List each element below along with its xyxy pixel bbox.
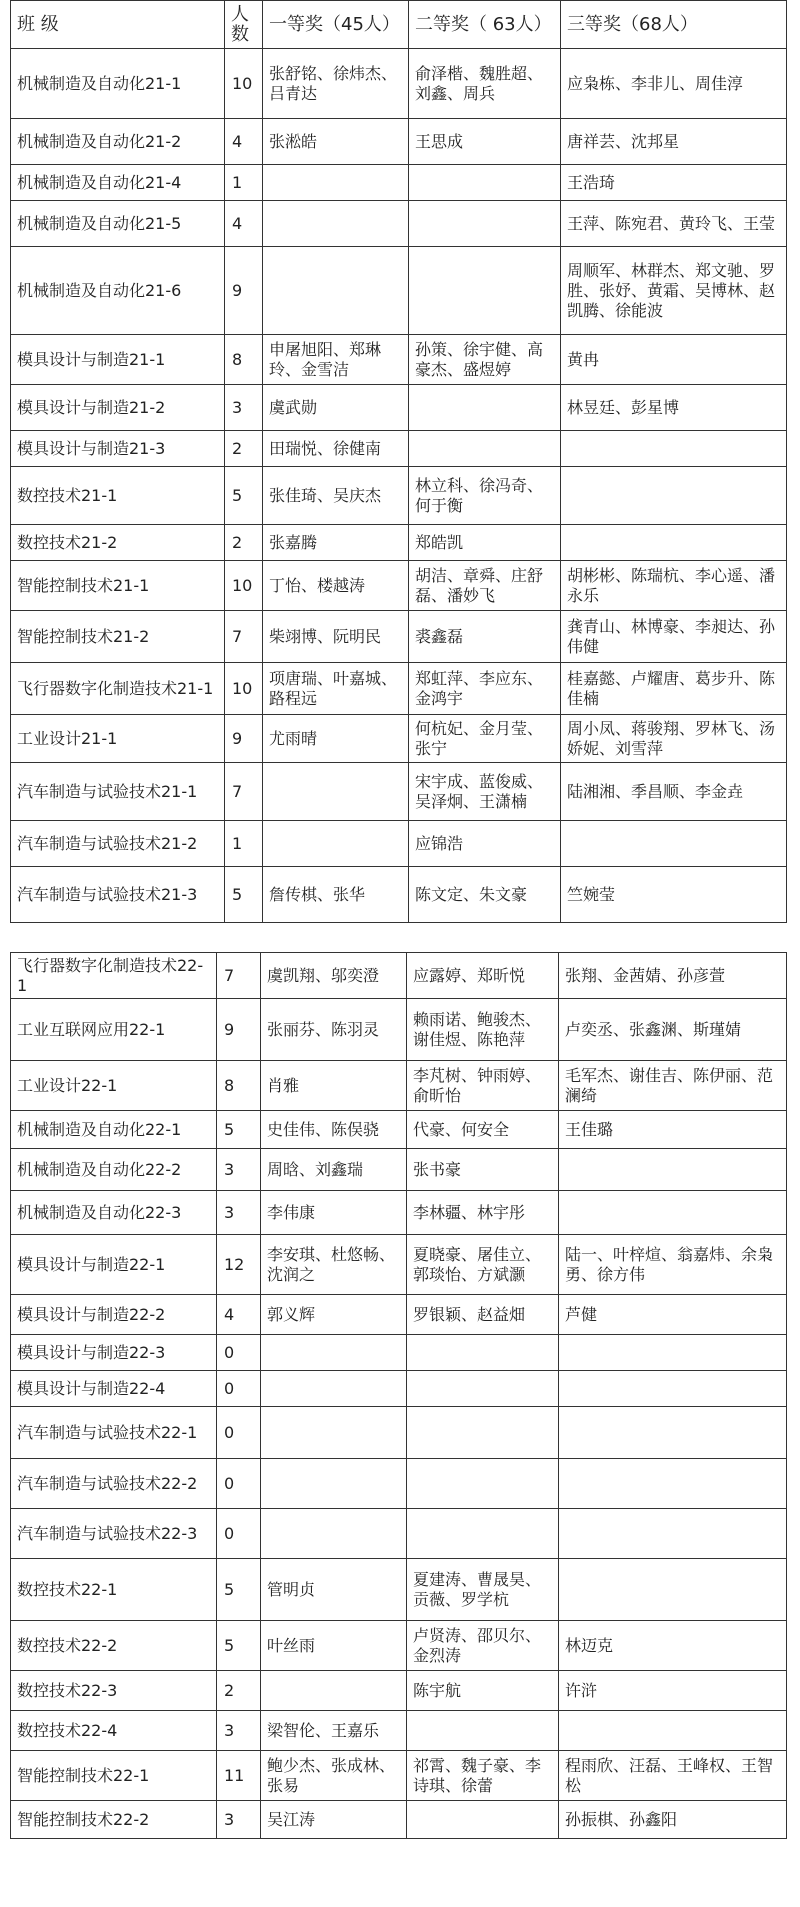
cell-second-prize: 代豪、何安全 xyxy=(407,1111,559,1149)
cell-first-prize: 叶丝雨 xyxy=(261,1621,407,1671)
cell-first-prize: 史佳伟、陈俣骁 xyxy=(261,1111,407,1149)
cell-third-prize: 黄冉 xyxy=(561,335,787,385)
cell-first-prize: 虞武勋 xyxy=(263,385,409,431)
table-row xyxy=(11,335,787,385)
cell-class: 汽车制造与试验技术22-2 xyxy=(11,1459,217,1509)
cell-count: 4 xyxy=(225,119,263,165)
cell-class: 智能控制技术22-1 xyxy=(11,1751,217,1801)
cell-class: 模具设计与制造21-1 xyxy=(11,335,225,385)
cell-first-prize: 管明贞 xyxy=(261,1559,407,1621)
cell-first-prize: 尤雨晴 xyxy=(263,715,409,763)
table-row xyxy=(11,247,787,335)
cell-second-prize xyxy=(409,385,561,431)
cell-third-prize: 许浒 xyxy=(559,1671,787,1711)
cell-first-prize xyxy=(261,1671,407,1711)
cell-second-prize: 俞泽楷、魏胜超、刘鑫、周兵 xyxy=(409,49,561,119)
cell-third-prize: 龚青山、林博豪、李昶达、孙伟健 xyxy=(561,611,787,663)
cell-class: 机械制造及自动化21-2 xyxy=(11,119,225,165)
cell-second-prize xyxy=(409,201,561,247)
cell-first-prize: 肖雅 xyxy=(261,1061,407,1111)
cell-third-prize xyxy=(559,1191,787,1235)
cell-class: 机械制造及自动化21-5 xyxy=(11,201,225,247)
cell-count: 0 xyxy=(217,1459,261,1509)
cell-count: 1 xyxy=(225,165,263,201)
cell-class: 智能控制技术22-2 xyxy=(11,1801,217,1839)
table-row xyxy=(11,1621,787,1671)
cell-third-prize xyxy=(559,1149,787,1191)
cell-class: 模具设计与制造22-1 xyxy=(11,1235,217,1295)
cell-first-prize xyxy=(261,1371,407,1407)
cell-second-prize xyxy=(409,247,561,335)
cell-second-prize xyxy=(409,165,561,201)
cell-first-prize: 申屠旭阳、郑琳玲、金雪洁 xyxy=(263,335,409,385)
table-row xyxy=(11,1711,787,1751)
cell-class: 数控技术21-2 xyxy=(11,525,225,561)
table-row xyxy=(11,119,787,165)
cell-class: 机械制造及自动化21-6 xyxy=(11,247,225,335)
cell-third-prize: 桂嘉懿、卢耀唐、葛步升、陈佳楠 xyxy=(561,663,787,715)
cell-class: 模具设计与制造21-2 xyxy=(11,385,225,431)
cell-class: 机械制造及自动化21-4 xyxy=(11,165,225,201)
cell-second-prize xyxy=(407,1335,559,1371)
cell-class: 飞行器数字化制造技术21-1 xyxy=(11,663,225,715)
cell-second-prize: 祁霄、魏子豪、李诗琪、徐蕾 xyxy=(407,1751,559,1801)
cell-second-prize: 孙策、徐宇健、高豪杰、盛煜婷 xyxy=(409,335,561,385)
cell-count: 0 xyxy=(217,1371,261,1407)
cell-count: 11 xyxy=(217,1751,261,1801)
cell-class: 汽车制造与试验技术21-3 xyxy=(11,867,225,923)
cell-first-prize xyxy=(263,821,409,867)
cell-second-prize xyxy=(407,1711,559,1751)
cell-count: 9 xyxy=(217,999,261,1061)
cell-count: 3 xyxy=(225,385,263,431)
cell-count: 9 xyxy=(225,247,263,335)
table-row xyxy=(11,663,787,715)
cell-count: 0 xyxy=(217,1335,261,1371)
table-row xyxy=(11,999,787,1061)
table-row xyxy=(11,467,787,525)
cell-second-prize: 胡洁、章舜、庄舒磊、潘妙飞 xyxy=(409,561,561,611)
cell-second-prize: 裘鑫磊 xyxy=(409,611,561,663)
cell-first-prize: 张淞皓 xyxy=(263,119,409,165)
table-row xyxy=(11,49,787,119)
cell-count: 3 xyxy=(217,1711,261,1751)
cell-first-prize: 张舒铭、徐炜杰、吕青达 xyxy=(263,49,409,119)
table-row xyxy=(11,953,787,999)
cell-class: 工业设计21-1 xyxy=(11,715,225,763)
cell-third-prize: 张翔、金茜婧、孙彦萱 xyxy=(559,953,787,999)
award-list-part-2 xyxy=(10,952,786,1839)
cell-count: 2 xyxy=(225,525,263,561)
table-row xyxy=(11,1751,787,1801)
cell-count: 7 xyxy=(217,953,261,999)
cell-first-prize: 鲍少杰、张成林、张易 xyxy=(261,1751,407,1801)
cell-third-prize: 竺婉莹 xyxy=(561,867,787,923)
table-header-row xyxy=(11,1,787,49)
cell-count: 7 xyxy=(225,763,263,821)
cell-count: 2 xyxy=(225,431,263,467)
cell-first-prize xyxy=(261,1335,407,1371)
table-row xyxy=(11,165,787,201)
cell-count: 2 xyxy=(217,1671,261,1711)
cell-second-prize: 林立科、徐冯奇、何于衡 xyxy=(409,467,561,525)
cell-count: 12 xyxy=(217,1235,261,1295)
cell-first-prize: 柴翊博、阮明民 xyxy=(263,611,409,663)
table-row xyxy=(11,201,787,247)
cell-third-prize: 芦健 xyxy=(559,1295,787,1335)
cell-second-prize: 陈文定、朱文豪 xyxy=(409,867,561,923)
cell-first-prize xyxy=(263,201,409,247)
table-row xyxy=(11,1111,787,1149)
award-table-1 xyxy=(10,0,787,923)
cell-second-prize: 陈宇航 xyxy=(407,1671,559,1711)
award-table-2 xyxy=(10,952,787,1839)
cell-class: 数控技术22-4 xyxy=(11,1711,217,1751)
cell-first-prize xyxy=(263,165,409,201)
cell-first-prize: 丁怡、楼越涛 xyxy=(263,561,409,611)
cell-count: 10 xyxy=(225,49,263,119)
cell-count: 5 xyxy=(225,867,263,923)
cell-class: 智能控制技术21-2 xyxy=(11,611,225,663)
table-row xyxy=(11,1061,787,1111)
cell-class: 飞行器数字化制造技术22-1 xyxy=(11,953,217,999)
cell-first-prize xyxy=(263,763,409,821)
cell-third-prize: 陆一、叶梓煊、翁嘉炜、余枭勇、徐方伟 xyxy=(559,1235,787,1295)
cell-class: 模具设计与制造22-3 xyxy=(11,1335,217,1371)
cell-first-prize: 吴江涛 xyxy=(261,1801,407,1839)
table-row xyxy=(11,1149,787,1191)
table-row xyxy=(11,1559,787,1621)
cell-third-prize xyxy=(559,1509,787,1559)
cell-class: 数控技术22-3 xyxy=(11,1671,217,1711)
cell-first-prize: 李安琪、杜悠畅、沈润之 xyxy=(261,1235,407,1295)
table-row xyxy=(11,715,787,763)
cell-second-prize: 宋宇成、蓝俊威、吴泽炯、王潇楠 xyxy=(409,763,561,821)
cell-class: 数控技术22-1 xyxy=(11,1559,217,1621)
cell-third-prize: 陆湘湘、季昌顺、李金垚 xyxy=(561,763,787,821)
cell-second-prize: 郑皓凯 xyxy=(409,525,561,561)
cell-third-prize xyxy=(561,821,787,867)
cell-count: 8 xyxy=(225,335,263,385)
cell-second-prize xyxy=(407,1407,559,1459)
header-third-prize: 三等奖（68人） xyxy=(561,1,787,49)
cell-third-prize: 周顺军、林群杰、郑文驰、罗胜、张妤、黄霜、吴博林、赵凯腾、徐能波 xyxy=(561,247,787,335)
cell-first-prize: 郭义辉 xyxy=(261,1295,407,1335)
cell-second-prize: 李芃树、钟雨婷、俞昕怡 xyxy=(407,1061,559,1111)
cell-third-prize: 毛军杰、谢佳吉、陈伊丽、范澜绮 xyxy=(559,1061,787,1111)
cell-class: 机械制造及自动化22-3 xyxy=(11,1191,217,1235)
table-row xyxy=(11,1371,787,1407)
cell-third-prize: 林迈克 xyxy=(559,1621,787,1671)
cell-third-prize xyxy=(559,1711,787,1751)
cell-third-prize xyxy=(559,1407,787,1459)
cell-third-prize: 林昱廷、彭星博 xyxy=(561,385,787,431)
cell-count: 3 xyxy=(217,1191,261,1235)
cell-second-prize: 王思成 xyxy=(409,119,561,165)
cell-second-prize xyxy=(409,431,561,467)
table-row xyxy=(11,385,787,431)
cell-class: 汽车制造与试验技术22-3 xyxy=(11,1509,217,1559)
cell-second-prize: 李林疆、林宇彤 xyxy=(407,1191,559,1235)
cell-third-prize xyxy=(559,1371,787,1407)
cell-first-prize: 虞凯翔、邬奕澄 xyxy=(261,953,407,999)
header-first-prize: 一等奖（45人） xyxy=(263,1,409,49)
cell-first-prize xyxy=(263,247,409,335)
cell-count: 4 xyxy=(225,201,263,247)
cell-second-prize: 张书豪 xyxy=(407,1149,559,1191)
cell-class: 工业互联网应用22-1 xyxy=(11,999,217,1061)
cell-first-prize: 李伟康 xyxy=(261,1191,407,1235)
cell-class: 模具设计与制造21-3 xyxy=(11,431,225,467)
cell-count: 5 xyxy=(217,1111,261,1149)
table-row xyxy=(11,561,787,611)
award-list-part-1 xyxy=(10,0,786,923)
cell-count: 8 xyxy=(217,1061,261,1111)
cell-third-prize: 孙振棋、孙鑫阳 xyxy=(559,1801,787,1839)
table-row xyxy=(11,867,787,923)
cell-third-prize xyxy=(559,1335,787,1371)
table-row xyxy=(11,1509,787,1559)
cell-first-prize: 张丽芬、陈羽灵 xyxy=(261,999,407,1061)
cell-third-prize: 唐祥芸、沈邦星 xyxy=(561,119,787,165)
cell-third-prize: 应枭栋、李非儿、周佳淳 xyxy=(561,49,787,119)
cell-count: 7 xyxy=(225,611,263,663)
cell-second-prize xyxy=(407,1371,559,1407)
cell-second-prize: 夏晓豪、屠佳立、郭琰怡、方斌灏 xyxy=(407,1235,559,1295)
cell-second-prize: 赖雨诺、鲍骏杰、谢佳煜、陈艳萍 xyxy=(407,999,559,1061)
table-row xyxy=(11,1671,787,1711)
cell-count: 9 xyxy=(225,715,263,763)
table-row xyxy=(11,821,787,867)
cell-class: 模具设计与制造22-4 xyxy=(11,1371,217,1407)
cell-class: 数控技术22-2 xyxy=(11,1621,217,1671)
header-count: 人数 xyxy=(225,1,263,49)
cell-count: 0 xyxy=(217,1509,261,1559)
table-row xyxy=(11,431,787,467)
cell-class: 机械制造及自动化22-1 xyxy=(11,1111,217,1149)
cell-first-prize: 项唐瑞、叶嘉城、路程远 xyxy=(263,663,409,715)
cell-second-prize xyxy=(407,1509,559,1559)
cell-count: 5 xyxy=(217,1621,261,1671)
cell-third-prize xyxy=(559,1459,787,1509)
table-row xyxy=(11,763,787,821)
cell-first-prize xyxy=(261,1459,407,1509)
header-second-prize: 二等奖（ 63人） xyxy=(409,1,561,49)
cell-third-prize xyxy=(559,1559,787,1621)
cell-third-prize: 周小凤、蒋骏翔、罗林飞、汤娇妮、刘雪萍 xyxy=(561,715,787,763)
cell-second-prize xyxy=(407,1801,559,1839)
cell-class: 汽车制造与试验技术21-2 xyxy=(11,821,225,867)
cell-class: 机械制造及自动化21-1 xyxy=(11,49,225,119)
cell-class: 机械制造及自动化22-2 xyxy=(11,1149,217,1191)
cell-first-prize: 詹传棋、张华 xyxy=(263,867,409,923)
cell-first-prize: 张嘉腾 xyxy=(263,525,409,561)
cell-second-prize: 卢贤涛、邵贝尔、金烈涛 xyxy=(407,1621,559,1671)
cell-third-prize xyxy=(561,525,787,561)
cell-count: 5 xyxy=(217,1559,261,1621)
cell-third-prize: 王萍、陈宛君、黄玲飞、王莹 xyxy=(561,201,787,247)
cell-third-prize: 卢奕丞、张鑫渊、斯瑾婧 xyxy=(559,999,787,1061)
cell-count: 10 xyxy=(225,561,263,611)
cell-first-prize: 田瑞悦、徐健南 xyxy=(263,431,409,467)
cell-count: 4 xyxy=(217,1295,261,1335)
cell-first-prize xyxy=(261,1509,407,1559)
table-row xyxy=(11,1459,787,1509)
header-class: 班 级 xyxy=(11,1,225,49)
cell-count: 3 xyxy=(217,1149,261,1191)
cell-third-prize: 胡彬彬、陈瑞杭、李心遥、潘永乐 xyxy=(561,561,787,611)
cell-third-prize xyxy=(561,431,787,467)
cell-class: 工业设计22-1 xyxy=(11,1061,217,1111)
table-row xyxy=(11,1407,787,1459)
cell-class: 数控技术21-1 xyxy=(11,467,225,525)
cell-class: 智能控制技术21-1 xyxy=(11,561,225,611)
cell-class: 汽车制造与试验技术21-1 xyxy=(11,763,225,821)
table-row xyxy=(11,1191,787,1235)
cell-third-prize: 王浩琦 xyxy=(561,165,787,201)
cell-third-prize: 程雨欣、汪磊、王峰权、王智松 xyxy=(559,1751,787,1801)
cell-count: 1 xyxy=(225,821,263,867)
table-row xyxy=(11,1801,787,1839)
cell-count: 3 xyxy=(217,1801,261,1839)
cell-second-prize: 应锦浩 xyxy=(409,821,561,867)
cell-second-prize: 郑虹萍、李应东、金鸿宇 xyxy=(409,663,561,715)
table-row xyxy=(11,611,787,663)
cell-second-prize xyxy=(407,1459,559,1509)
cell-first-prize: 周晗、刘鑫瑞 xyxy=(261,1149,407,1191)
table-row xyxy=(11,1335,787,1371)
cell-third-prize: 王佳璐 xyxy=(559,1111,787,1149)
cell-class: 模具设计与制造22-2 xyxy=(11,1295,217,1335)
cell-first-prize xyxy=(261,1407,407,1459)
cell-first-prize: 张佳琦、吴庆杰 xyxy=(263,467,409,525)
cell-second-prize: 应露婷、郑昕悦 xyxy=(407,953,559,999)
cell-second-prize: 罗银颖、赵益畑 xyxy=(407,1295,559,1335)
cell-count: 0 xyxy=(217,1407,261,1459)
table-row xyxy=(11,1295,787,1335)
cell-third-prize xyxy=(561,467,787,525)
table-row xyxy=(11,1235,787,1295)
cell-first-prize: 梁智伦、王嘉乐 xyxy=(261,1711,407,1751)
cell-class: 汽车制造与试验技术22-1 xyxy=(11,1407,217,1459)
cell-count: 10 xyxy=(225,663,263,715)
cell-second-prize: 夏建涛、曹晟昊、贡薇、罗学杭 xyxy=(407,1559,559,1621)
table-row xyxy=(11,525,787,561)
cell-second-prize: 何杭妃、金月莹、张宁 xyxy=(409,715,561,763)
cell-count: 5 xyxy=(225,467,263,525)
